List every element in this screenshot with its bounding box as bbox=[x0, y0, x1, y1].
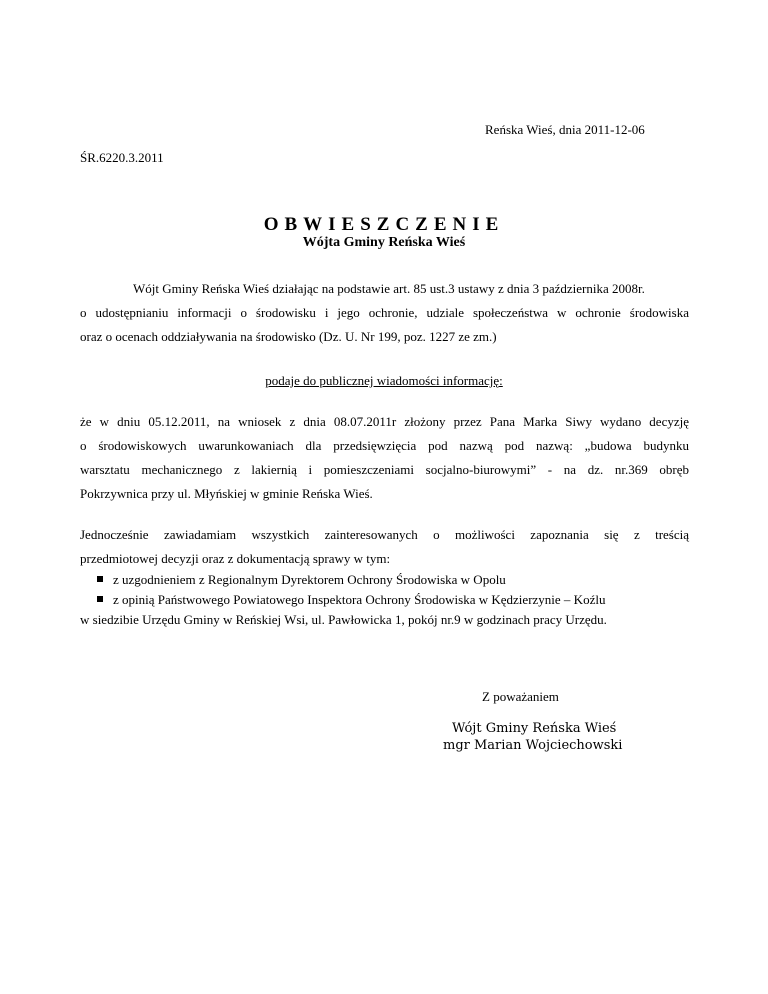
intro-line-1: Wójt Gminy Reńska Wieś działając na podstawie art. 85 ust.3 ustawy z dnia 3 października 2008r. bbox=[133, 281, 645, 296]
decision-line-1: że w dniu 05.12.2011, na wniosek z dnia 08.07.2011r złożony przez Pana Marka Siwy wydano decyzję bbox=[80, 414, 689, 429]
bullet-square-icon bbox=[97, 576, 103, 582]
document-title: OBWIESZCZENIE bbox=[263, 214, 505, 235]
signer-title: Wójt Gminy Reńska Wieś bbox=[452, 721, 617, 736]
bullet-text: z uzgodnieniem z Regionalnym Dyrektorem Ochrony Środowiska w Opolu bbox=[113, 572, 506, 587]
decision-line-4: Pokrzywnica przy ul. Młyńskiej w gminie Reńska Wieś. bbox=[80, 486, 373, 501]
notice-line-3: w siedzibie Urzędu Gminy w Reńskiej Wsi, ul. Pawłowicka 1, pokój nr.9 w godzinach pracy Urzędu. bbox=[80, 612, 607, 627]
place-date: Reńska Wieś, dnia 2011-12-06 bbox=[485, 122, 645, 137]
announcement-heading: podaje do publicznej wiadomości informację: bbox=[265, 373, 503, 388]
reference-number: ŚR.6220.3.2011 bbox=[80, 150, 164, 165]
bullet-item bbox=[97, 572, 506, 588]
bullet-text: z opinią Państwowego Powiatowego Inspektora Ochrony Środowiska w Kędzierzynie – Koźlu bbox=[113, 592, 606, 607]
decision-line-3: warsztatu mechanicznego z lakiernią i pomieszczeniami socjalno-biurowymi” - na dz. nr.369 obręb bbox=[80, 462, 689, 477]
intro-line-3: oraz o ocenach oddziaływania na środowisko (Dz. U. Nr 199, poz. 1227 ze zm.) bbox=[80, 329, 497, 344]
bullet-item bbox=[97, 592, 605, 608]
signer-name: mgr Marian Wojciechowski bbox=[443, 738, 623, 753]
notice-line-1: Jednocześnie zawiadamiam wszystkich zainteresowanych o możliwości zapoznania się z treścią bbox=[80, 527, 689, 542]
document-subtitle: Wójta Gminy Reńska Wieś bbox=[302, 235, 466, 250]
intro-line-2: o udostępnianiu informacji o środowisku i jego ochronie, udziale społeczeństwa w ochronie środowiska bbox=[80, 305, 689, 320]
bullet-square-icon bbox=[97, 596, 103, 602]
closing-greeting: Z poważaniem bbox=[482, 689, 559, 704]
notice-line-2: przedmiotowej decyzji oraz z dokumentacją sprawy w tym: bbox=[80, 551, 391, 566]
decision-line-2: o środowiskowych uwarunkowaniach dla przedsięwzięcia pod nazwą pod nazwą: „budowa budynku bbox=[80, 438, 689, 453]
